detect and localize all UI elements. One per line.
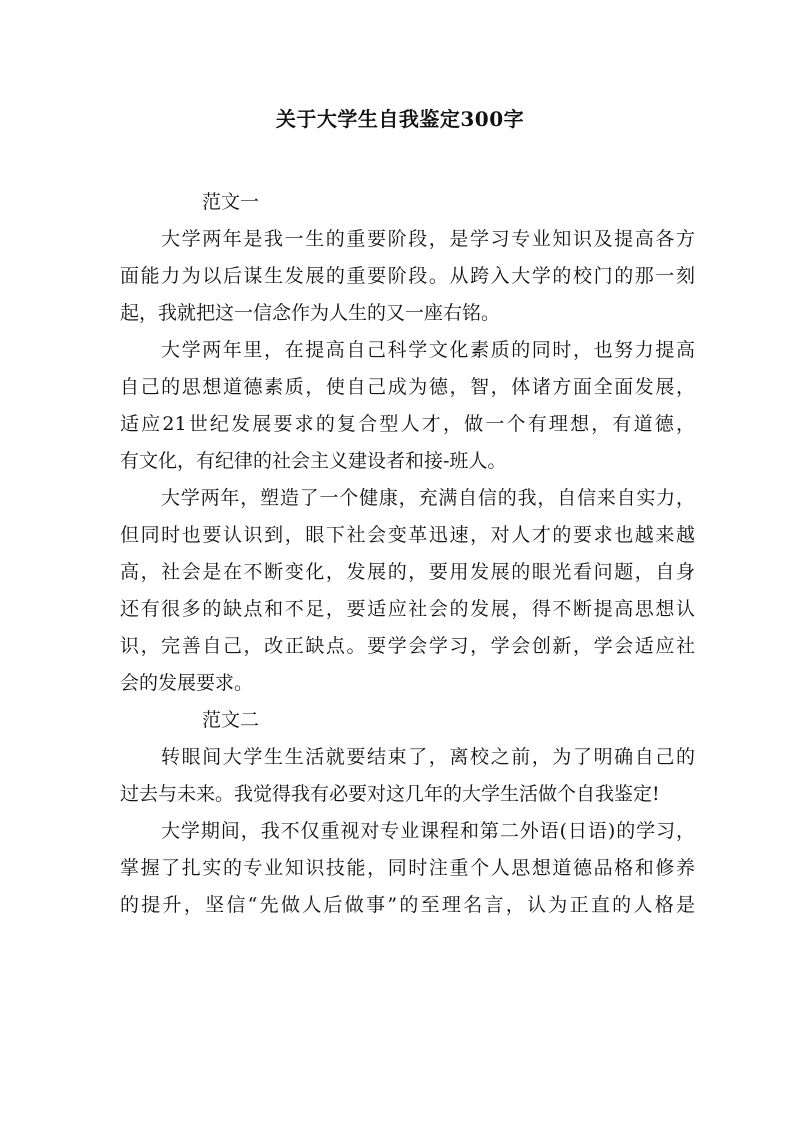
text-line: 面能力为以后谋生发展的重要阶段。从跨入大学的校门的那一刻 bbox=[120, 265, 695, 287]
document-title: 关于大学生自我鉴定300字 bbox=[275, 107, 525, 131]
text-line: 但同时也要认识到，眼下社会变革迅速，对人才的要求也越来越 bbox=[120, 524, 695, 546]
paragraph bbox=[120, 739, 695, 813]
text-line: 自己的思想道德素质，使自己成为德，智，体诸方面全面发展， bbox=[120, 376, 695, 398]
paragraph bbox=[120, 480, 695, 702]
paragraph bbox=[120, 813, 695, 924]
text-line: 过去与未来。我觉得我有必要对这几年的大学生活做个自我鉴定! bbox=[120, 783, 660, 805]
text-line: 大学两年里，在提高自己科学文化素质的同时，也努力提高 bbox=[161, 339, 695, 361]
text-line: 有文化，有纪律的社会主义建设者和接-班人。 bbox=[120, 450, 507, 472]
section-heading: 范文一 bbox=[202, 191, 260, 213]
text-line: 大学两年，塑造了一个健康，充满自信的我，自信来自实力， bbox=[161, 487, 695, 509]
section-heading: 范文二 bbox=[202, 709, 260, 731]
text-line: 掌握了扎实的专业知识技能，同时注重个人思想道德品格和修养 bbox=[120, 857, 695, 879]
paragraph bbox=[120, 221, 695, 332]
text-line: 适应21世纪发展要求的复合型人才，做一个有理想，有道德， bbox=[120, 413, 695, 435]
text-line: 转眼间大学生生活就要结束了，离校之前，为了明确自己的 bbox=[161, 746, 695, 768]
text-line: 识，完善自己，改正缺点。要学会学习，学会创新，学会适应社 bbox=[120, 635, 695, 657]
text-line: 起，我就把这一信念作为人生的又一座右铭。 bbox=[120, 302, 501, 324]
text-line: 的提升，坚信“先做人后做事”的至理名言，认为正直的人格是 bbox=[120, 894, 695, 916]
text-line: 会的发展要求。 bbox=[120, 672, 254, 694]
text-line: 大学两年是我一生的重要阶段，是学习专业知识及提高各方 bbox=[161, 228, 695, 250]
text-line: 还有很多的缺点和不足，要适应社会的发展，得不断提高思想认 bbox=[120, 598, 695, 620]
text-line: 高，社会是在不断变化，发展的，要用发展的眼光看问题，自身 bbox=[120, 561, 695, 583]
paragraph bbox=[120, 332, 695, 480]
document-body bbox=[120, 184, 695, 924]
text-line: 大学期间，我不仅重视对专业课程和第二外语(日语)的学习， bbox=[161, 820, 695, 842]
